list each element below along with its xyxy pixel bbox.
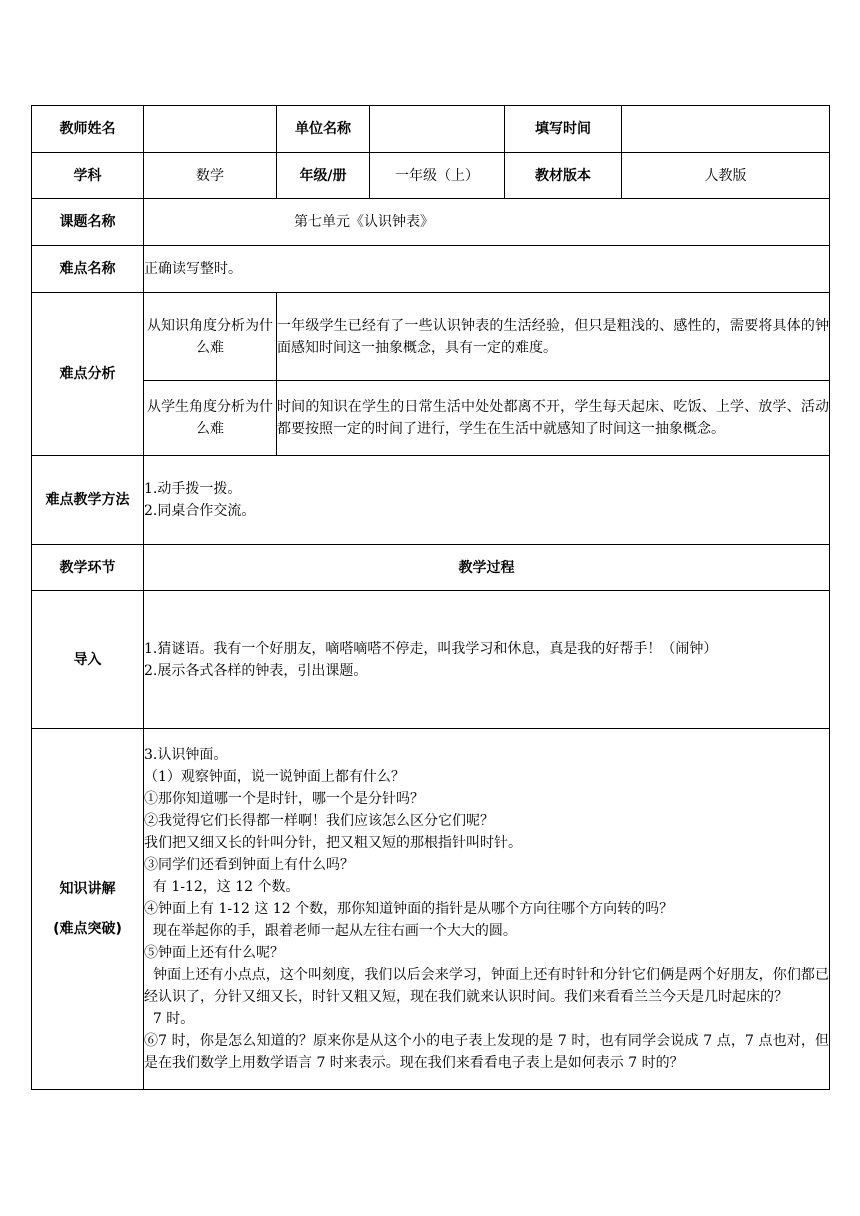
knowledge-section-label [32,729,144,1090]
knowledge-label: 知识讲解 [59,881,116,897]
topic-value: 第七单元《认识钟表》 [144,199,830,246]
intro-label: 导入 [32,591,144,729]
edition-value: 人教版 [622,153,830,199]
process-header-row [32,545,830,591]
knowledge-line: ②我觉得它们长得都一样啊！我们应该怎么区分它们呢？ [144,813,494,829]
knowledge-line: 3.认识钟面。 [144,747,228,763]
subject-value: 数学 [144,153,277,199]
knowledge-line: 7 时。 [144,1011,195,1027]
methods-label: 难点教学方法 [32,456,144,545]
grade-value: 一年级（上） [370,153,505,199]
teaching-process-label: 教学过程 [144,545,830,591]
difficulty-name-row [32,246,830,293]
difficulty-name-value: 正确读写整时。 [144,246,830,293]
method-item: 1.动手拨一拨。 [144,481,242,497]
edition-label: 教材版本 [505,153,622,199]
info-row [32,106,830,153]
intro-item: 2.展示各式各样的钟表，引出课题。 [144,662,368,679]
knowledge-line: ①那你知道哪一个是时针，哪一个是分针吗？ [144,791,424,807]
knowledge-line: 有 1-12，这 12 个数。 [144,879,300,895]
unit-name-value [370,106,505,153]
subject-row [32,153,830,199]
teacher-name-value [144,106,277,153]
grade-label: 年级/册 [277,153,370,199]
student-angle-label: 从学生角度分析为什么难 [144,381,277,456]
methods-content [144,456,830,545]
knowledge-sublabel: (难点突破) [53,921,122,937]
topic-row [32,199,830,246]
unit-name-label: 单位名称 [277,106,370,153]
student-angle-text: 时间的知识在学生的日常生活中处处都离不开，学生每天起床、吃饭、上学、放学、活动都要按照一定的时间了进行，学生在生活中就感知了时间这一抽象概念。 [277,381,830,456]
analysis-knowledge-row [32,293,830,381]
knowledge-line: 钟面上还有小点点，这个叫刻度，我们以后会来学习，钟面上还有时针和分针它们俩是两个好朋友，你们都已经认识了，分针又细又长，时针又粗又短，现在我们就来认识时间。我们来看看兰兰今天是几时起床的？ [144,967,830,1005]
intro-item: 1.猜谜语。我有一个好朋友，嘀嗒嘀嗒不停走，叫我学习和休息，真是我的好帮手！（闹钟） [144,640,718,657]
knowledge-line: ③同学们还看到钟面上有什么吗？ [144,857,354,873]
knowledge-line: ⑤钟面上还有什么呢？ [144,945,284,961]
fill-time-value [622,106,830,153]
topic-label: 课题名称 [32,199,144,246]
knowledge-angle-text: 一年级学生已经有了一些认识钟表的生活经验，但只是粗浅的、感性的，需要将具体的钟面感知时间这一抽象概念，具有一定的难度。 [277,293,830,381]
knowledge-line: ⑥7 时，你是怎么知道的？原来你是从这个小的电子表上发现的是 7 时，也有同学会说成 7 点，7 点也对，但是在我们数学上用数学语言 7 时来表示。现在我们来看看电子表上是如何表示 7 时的？ [144,1033,829,1071]
analysis-student-row [32,381,830,456]
subject-label: 学科 [32,153,144,199]
difficulty-name-label: 难点名称 [32,246,144,293]
teacher-name-label: 教师姓名 [32,106,144,153]
intro-content [144,591,830,729]
knowledge-line: 现在举起你的手，跟着老师一起从左往右画一个大大的圆。 [144,923,517,939]
analysis-label: 难点分析 [32,293,144,456]
knowledge-content [144,729,830,1090]
teaching-stage-label: 教学环节 [32,545,144,591]
method-item: 2.同桌合作交流。 [144,503,256,519]
knowledge-line: 我们把又细又长的针叫分针，把又粗又短的那根指针叫时针。 [144,835,522,851]
knowledge-angle-label: 从知识角度分析为什么难 [144,293,277,381]
fill-time-label: 填写时间 [505,106,622,153]
knowledge-line: ④钟面上有 1-12 这 12 个数，那你知道钟面的指针是从哪个方向往哪个方向转的吗？ [144,901,674,917]
knowledge-line: （1）观察钟面，说一说钟面上都有什么？ [144,769,405,785]
knowledge-row [32,729,830,1090]
methods-row [32,456,830,545]
lesson-plan-table [31,105,830,1090]
intro-row [32,591,830,729]
